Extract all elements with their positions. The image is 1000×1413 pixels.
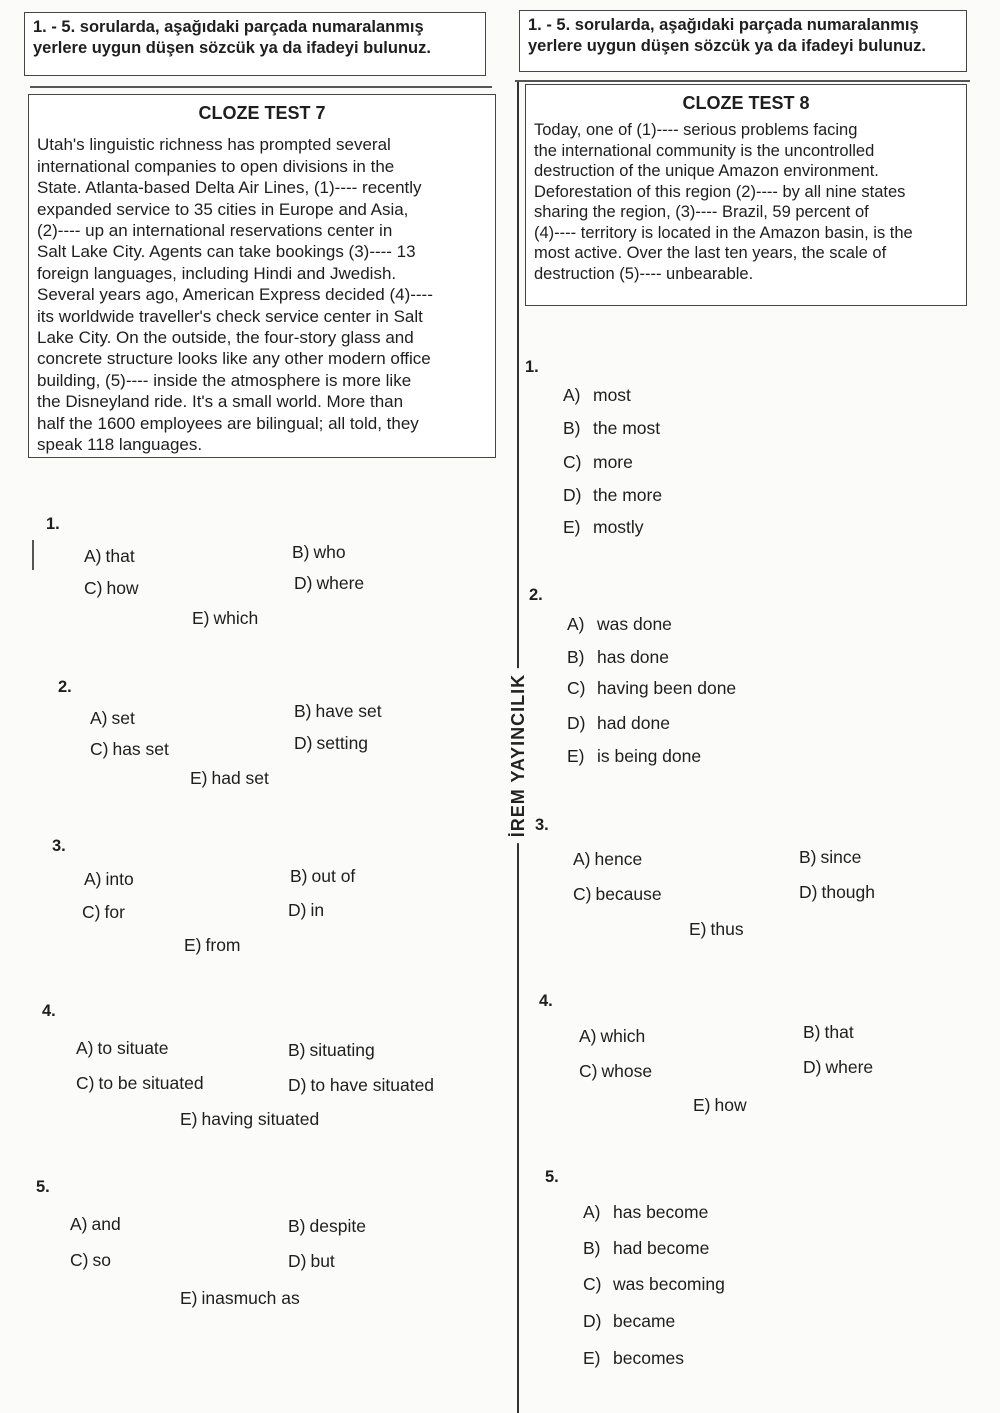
passage-line: Deforestation of this region (2)---- by all nine states	[534, 182, 906, 201]
answer-option[interactable]	[82, 902, 125, 923]
answer-option[interactable]	[84, 869, 134, 890]
option-text: from	[205, 935, 241, 955]
option-letter: D)	[583, 1311, 602, 1331]
passage-line: Today, one of (1)---- serious problems facing	[534, 121, 858, 140]
option-text: that	[105, 546, 135, 566]
answer-option[interactable]	[288, 1216, 366, 1237]
option-text: so	[92, 1250, 111, 1270]
answer-option[interactable]	[567, 647, 669, 668]
passage-line: building, (5)---- inside the atmosphere is more like	[37, 370, 412, 390]
option-text: where	[825, 1057, 874, 1077]
test-title: CLOZE TEST 7	[198, 103, 326, 123]
option-letter: A)	[84, 869, 102, 889]
option-letter: E)	[563, 517, 581, 537]
option-text: to be situated	[98, 1073, 204, 1093]
option-letter: B)	[292, 542, 310, 562]
option-letter: A)	[90, 708, 108, 728]
option-text: whose	[601, 1061, 653, 1081]
option-letter: D)	[294, 573, 313, 593]
option-text: situating	[309, 1040, 375, 1060]
option-text: has done	[597, 647, 670, 667]
option-text: though	[821, 882, 875, 902]
option-letter: E)	[180, 1109, 198, 1129]
option-text: hence	[594, 849, 643, 869]
passage-line: Utah's linguistic richness has prompted several	[37, 135, 391, 155]
passage-line: State. Atlanta-based Delta Air Lines, (1)---- recently	[37, 178, 422, 198]
answer-option[interactable]	[70, 1250, 111, 1271]
passage-line: the international community is the uncontrolled	[534, 141, 875, 160]
answer-option[interactable]	[563, 485, 662, 506]
answer-option[interactable]	[567, 746, 701, 767]
option-text: more	[593, 452, 633, 472]
passage-line: most active. Over the last ten years, the scale of	[534, 244, 887, 263]
option-letter: E)	[192, 608, 210, 628]
option-letter: E)	[184, 935, 202, 955]
passage-line: concrete structure looks like any other modern office	[37, 349, 431, 369]
option-letter: E)	[190, 768, 208, 788]
answer-option[interactable]	[90, 708, 135, 729]
question-number: 5.	[545, 1168, 559, 1186]
answer-option[interactable]	[579, 1061, 652, 1082]
option-text: thus	[710, 919, 744, 939]
answer-option[interactable]	[573, 849, 642, 870]
option-text: but	[310, 1251, 335, 1271]
option-letter: A)	[70, 1214, 88, 1234]
option-letter: B)	[563, 418, 581, 438]
answer-option[interactable]	[288, 900, 324, 921]
answer-option[interactable]	[583, 1274, 725, 1295]
passage-line: half the 1600 employees are bilingual; all told, they	[37, 413, 419, 433]
passage-line: destruction (5)---- unbearable.	[534, 264, 754, 283]
option-text: became	[613, 1311, 676, 1331]
question-number: 4.	[539, 992, 553, 1010]
answer-option[interactable]	[563, 517, 644, 538]
option-text: which	[213, 608, 259, 628]
answer-option[interactable]	[567, 614, 672, 635]
question-number: 1.	[46, 515, 60, 533]
option-text: was done	[597, 614, 672, 634]
answer-option[interactable]	[563, 452, 633, 473]
answer-option[interactable]	[76, 1073, 204, 1094]
option-letter: C)	[567, 678, 586, 698]
answer-option[interactable]	[190, 768, 269, 789]
option-letter: D)	[288, 900, 307, 920]
answer-option[interactable]	[84, 578, 139, 599]
option-text: who	[313, 542, 346, 562]
passage-line: Several years ago, American Express decided (4)----	[37, 285, 433, 305]
answer-option[interactable]	[294, 701, 382, 722]
option-letter: C)	[84, 578, 103, 598]
option-letter: E)	[693, 1095, 711, 1115]
passage-line: destruction of the unique Amazon environment.	[534, 162, 879, 181]
option-letter: C)	[90, 739, 109, 759]
passage-box-test8	[525, 84, 967, 306]
answer-option[interactable]	[689, 919, 744, 940]
option-letter: B)	[290, 866, 308, 886]
option-text: most	[593, 385, 631, 405]
option-text: having been done	[597, 678, 737, 698]
option-text: was becoming	[613, 1274, 725, 1294]
answer-option[interactable]	[192, 608, 258, 629]
answer-option[interactable]	[583, 1202, 708, 1223]
answer-option[interactable]	[803, 1057, 873, 1078]
option-letter: E)	[583, 1348, 601, 1368]
option-letter: E)	[689, 919, 707, 939]
option-text: because	[595, 884, 662, 904]
test-title: CLOZE TEST 8	[682, 93, 810, 113]
answer-option[interactable]	[76, 1038, 169, 1059]
answer-option[interactable]	[583, 1348, 684, 1369]
option-letter: D)	[803, 1057, 822, 1077]
option-letter: B)	[294, 701, 312, 721]
option-text: had set	[211, 768, 269, 788]
option-letter: B)	[288, 1040, 306, 1060]
passage-line: sharing the region, (3)---- Brazil, 59 percent of	[534, 203, 869, 222]
answer-option[interactable]	[567, 713, 670, 734]
passage-line: (2)---- up an international reservations center in	[37, 221, 393, 241]
option-letter: A)	[76, 1038, 94, 1058]
option-text: into	[105, 869, 134, 889]
option-letter: E)	[567, 746, 585, 766]
right-column	[505, 0, 1000, 1413]
passage-line: speak 118 languages.	[37, 435, 203, 455]
answer-option[interactable]	[184, 935, 241, 956]
answer-option[interactable]	[180, 1109, 319, 1130]
option-letter: C)	[82, 902, 101, 922]
question-number: 2.	[529, 586, 543, 604]
option-letter: E)	[180, 1288, 198, 1308]
option-letter: B)	[567, 647, 585, 667]
option-letter: A)	[573, 849, 591, 869]
option-letter: C)	[583, 1274, 602, 1294]
option-text: had become	[613, 1238, 710, 1258]
option-text: how	[714, 1095, 747, 1115]
option-text: have set	[315, 701, 382, 721]
option-text: has become	[613, 1202, 709, 1222]
answer-option[interactable]	[799, 882, 875, 903]
option-letter: C)	[579, 1061, 598, 1081]
passage-line: (4)---- territory is located in the Amazon basin, is the	[534, 223, 913, 242]
passage-line: international companies to open divisions in the	[37, 156, 395, 176]
option-text: the most	[593, 418, 661, 438]
passage-text	[534, 120, 958, 284]
option-text: has set	[112, 739, 169, 759]
passage-line: expanded service to 35 cities in Europe and Asia,	[37, 199, 409, 219]
question-number: 3.	[535, 816, 549, 834]
answer-option[interactable]	[90, 739, 169, 760]
answer-option[interactable]	[288, 1040, 375, 1061]
answer-option[interactable]	[180, 1288, 300, 1309]
answer-option[interactable]	[803, 1022, 854, 1043]
option-letter: C)	[76, 1073, 95, 1093]
passage-line: Salt Lake City. Agents can take bookings (3)---- 13	[37, 242, 416, 262]
option-letter: D)	[799, 882, 818, 902]
answer-option[interactable]	[288, 1251, 335, 1272]
option-letter: C)	[573, 884, 592, 904]
option-letter: B)	[803, 1022, 821, 1042]
option-text: out of	[311, 866, 356, 886]
option-text: the more	[593, 485, 663, 505]
option-letter: D)	[288, 1251, 307, 1271]
question-number: 1.	[525, 358, 539, 376]
answer-option[interactable]	[573, 884, 662, 905]
answer-option[interactable]	[290, 866, 355, 887]
question-number: 4.	[42, 1002, 56, 1020]
option-text: having situated	[201, 1109, 320, 1129]
answer-option[interactable]	[567, 678, 736, 699]
question-number: 2.	[58, 678, 72, 696]
answer-option[interactable]	[294, 733, 368, 754]
publisher-name: İREM YAYINCILIK	[509, 667, 530, 842]
answer-option[interactable]	[583, 1238, 709, 1259]
question-number: 3.	[52, 837, 66, 855]
option-text: had done	[597, 713, 670, 733]
option-letter: C)	[70, 1250, 89, 1270]
answer-option[interactable]	[693, 1095, 747, 1116]
answer-option[interactable]	[84, 546, 135, 567]
passage-line: Lake City. On the outside, the four-story glass and	[37, 328, 414, 348]
separator-line	[30, 86, 492, 88]
option-text: to situate	[97, 1038, 169, 1058]
option-text: mostly	[593, 517, 644, 537]
option-text: setting	[316, 733, 369, 753]
passage-text	[37, 134, 487, 455]
option-letter: D)	[294, 733, 313, 753]
option-text: is being done	[597, 746, 702, 766]
option-text: how	[106, 578, 139, 598]
option-text: to have situated	[310, 1075, 435, 1095]
option-letter: B)	[799, 847, 817, 867]
margin-mark	[32, 540, 34, 570]
option-letter: A)	[84, 546, 102, 566]
option-letter: C)	[563, 452, 582, 472]
passage-box-test7	[28, 94, 496, 458]
option-text: that	[824, 1022, 854, 1042]
option-letter: D)	[288, 1075, 307, 1095]
passage-line: the Disneyland ride. It's a small world. More than	[37, 392, 404, 412]
option-text: for	[104, 902, 125, 922]
answer-option[interactable]	[292, 542, 346, 563]
answer-option[interactable]	[799, 847, 861, 868]
answer-option[interactable]	[294, 573, 364, 594]
answer-option[interactable]	[583, 1311, 675, 1332]
option-letter: D)	[563, 485, 582, 505]
option-text: and	[91, 1214, 121, 1234]
option-text: in	[310, 900, 325, 920]
option-text: since	[820, 847, 862, 867]
separator-line	[515, 80, 970, 82]
option-text: despite	[309, 1216, 366, 1236]
option-letter: A)	[567, 614, 585, 634]
answer-option[interactable]	[288, 1075, 434, 1096]
option-text: where	[316, 573, 365, 593]
option-letter: A)	[563, 385, 581, 405]
passage-line: foreign languages, including Hindi and Jwedish.	[37, 263, 397, 283]
option-text: which	[600, 1026, 646, 1046]
question-number: 5.	[36, 1178, 50, 1196]
passage-line: its worldwide traveller's check service center in Salt	[37, 306, 423, 326]
instruction-right: 1. - 5. sorularda, aşağıdaki parçada numaralanmış yerlere uygun düşen sözcük ya da ifadeyi bulunuz.	[519, 10, 967, 72]
answer-option[interactable]	[563, 385, 631, 406]
answer-option[interactable]	[579, 1026, 645, 1047]
answer-option[interactable]	[70, 1214, 121, 1235]
instruction-left: 1. - 5. sorularda, aşağıdaki parçada numaralanmış yerlere uygun düşen sözcük ya da ifadeyi bulunuz.	[24, 12, 486, 76]
option-text: becomes	[613, 1348, 685, 1368]
option-letter: B)	[583, 1238, 601, 1258]
option-letter: A)	[579, 1026, 597, 1046]
option-letter: A)	[583, 1202, 601, 1222]
answer-option[interactable]	[563, 418, 660, 439]
option-text: set	[111, 708, 135, 728]
option-letter: B)	[288, 1216, 306, 1236]
option-letter: D)	[567, 713, 586, 733]
option-text: inasmuch as	[201, 1288, 300, 1308]
